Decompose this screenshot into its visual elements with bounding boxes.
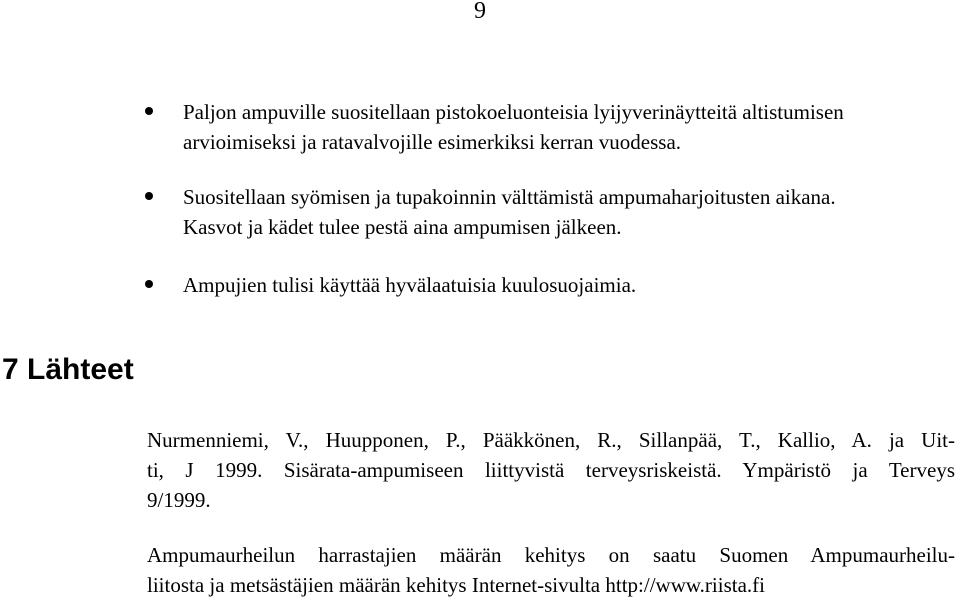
text-line: arvioimiseksi ja ratavalvojille esimerkiksi kerran vuodessa. (183, 130, 682, 154)
text-line: liitosta ja metsästäjien määrän kehitys Internet-sivulta http://www.riista.fi (147, 573, 765, 597)
text-line: Kasvot ja kädet tulee pestä aina ampumisen jälkeen. (183, 215, 622, 239)
bullet-icon (145, 192, 153, 200)
text-line: Ampujien tulisi käyttää hyvälaatuisia kuulosuojaimia. (183, 273, 637, 297)
text-line: Nurmenniemi, V., Huupponen, P., Pääkkönen, R., Sillanpää, T., Kallio, A. ja Uit- (147, 428, 955, 452)
bullet-text (183, 182, 958, 242)
bullet-text (183, 97, 958, 157)
text-line: 9/1999. (147, 488, 211, 512)
text-line: Ampumaurheilun harrastajien määrän kehitys on saatu Suomen Ampumaurheilu- (147, 543, 955, 567)
bullet-text (183, 270, 958, 300)
reference-entry (147, 425, 955, 515)
page-number: 9 (474, 0, 486, 24)
reference-entry (147, 540, 955, 600)
text-line: ti, J 1999. Sisärata-ampumiseen liittyvistä terveysriskeistä. Ympäristö ja Terveys (147, 458, 955, 482)
section-heading: 7 Lähteet (2, 353, 134, 386)
bullet-icon (145, 107, 153, 115)
text-line: Paljon ampuville suositellaan pistokoeluonteisia lyijyverinäytteitä altistumisen (183, 100, 844, 124)
bullet-icon (145, 280, 153, 288)
text-line: Suositellaan syömisen ja tupakoinnin välttämistä ampumaharjoitusten aikana. (183, 185, 836, 209)
